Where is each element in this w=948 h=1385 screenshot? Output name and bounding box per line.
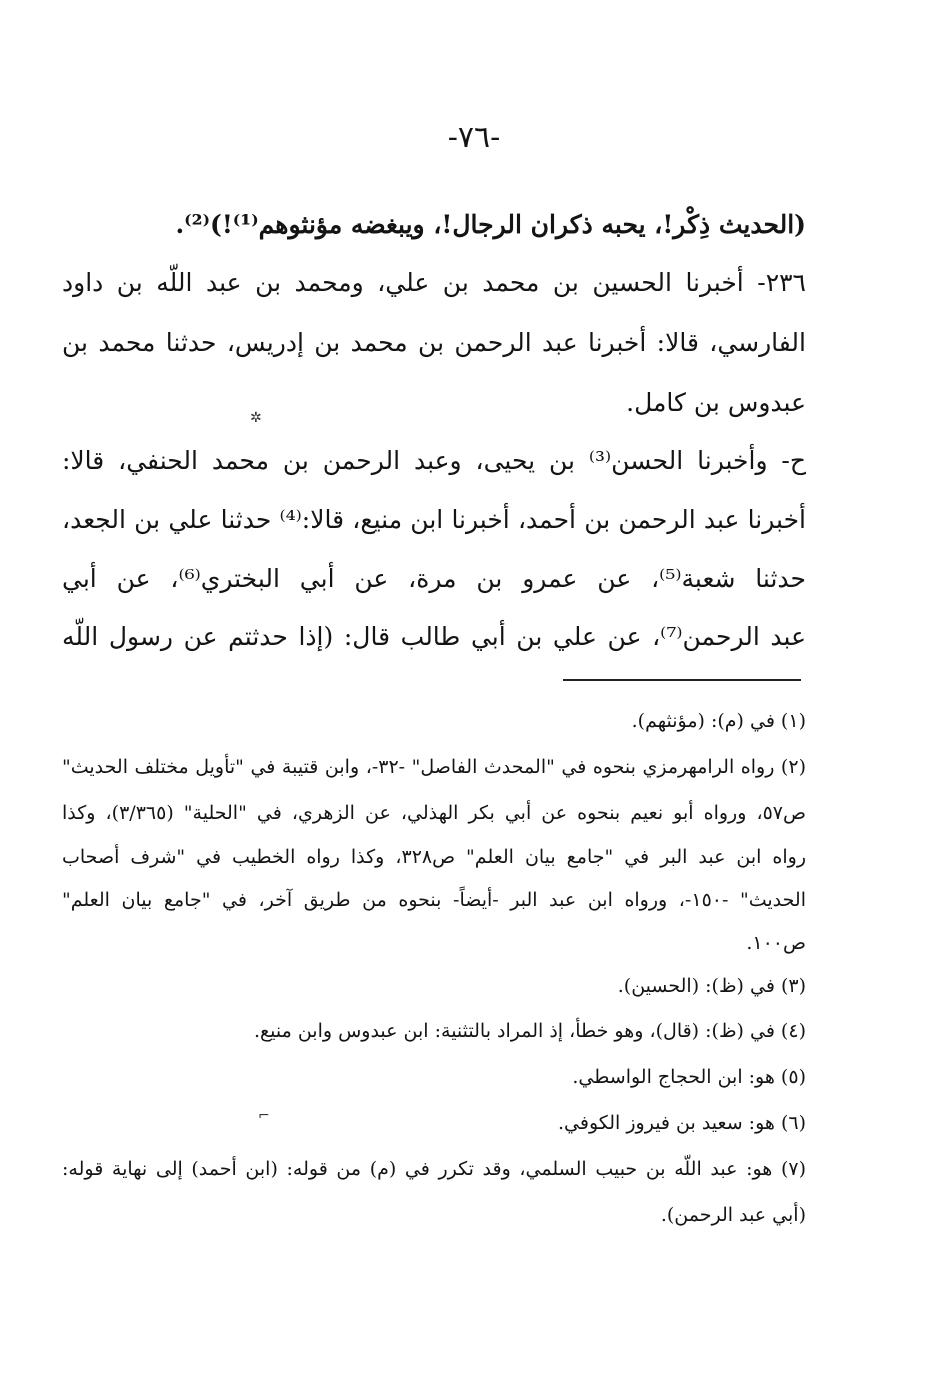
main-line-2: ٢٣٦- أخبرنا الحسين بن محمد بن علي، ومحمد بن عبد اللّه بن داود bbox=[62, 268, 806, 297]
main-line-4: عبدوس بن كامل. bbox=[626, 388, 806, 417]
footnote-line-7: (٣) في (ظ): (الحسين). bbox=[617, 975, 806, 997]
footnote-line-10: (٦) هو: سعيد بن فيروز الكوفي. bbox=[557, 1112, 806, 1134]
footnote-separator bbox=[563, 679, 801, 681]
scan-speck: ✲ bbox=[250, 410, 262, 426]
page-number: -٧٦- bbox=[447, 120, 501, 155]
main-line-5: ح- وأخبرنا الحسن⁽³⁾ بن يحيى، وعبد الرحمن بن محمد الحنفي، قالا: bbox=[62, 446, 807, 475]
footnote-line-4: رواه ابن عبد البر في "جامع بيان العلم" ص٣٢٨، وكذا رواه الخطيب في "شرف أصحاب bbox=[62, 846, 806, 868]
footnote-line-12: (أبي عبد الرحمن). bbox=[660, 1204, 806, 1226]
footnote-line-9: (٥) هو: ابن الحجاج الواسطي. bbox=[572, 1066, 806, 1088]
footnote-line-5: الحديث" -١٥٠-، ورواه ابن عبد البر -أيضاً- بنحوه من طريق آخر، في "جامع بيان العلم" bbox=[62, 889, 806, 911]
footnote-line-6: ص١٠٠. bbox=[746, 932, 806, 954]
main-line-6: أخبرنا عبد الرحمن بن أحمد، أخبرنا ابن منيع، قالا:⁽⁴⁾ حدثنا علي بن الجعد، bbox=[62, 505, 806, 534]
main-line-8: عبد الرحمن⁽⁷⁾، عن علي بن أبي طالب قال: (إذا حدثتم عن رسول اللّه bbox=[62, 622, 806, 651]
main-line-3: الفارسي، قالا: أخبرنا عبد الرحمن بن محمد بن إدريس، حدثنا محمد بن bbox=[62, 328, 806, 357]
main-line-7: حدثنا شعبة⁽⁵⁾، عن عمرو بن مرة، عن أبي البختري⁽⁶⁾، عن أبي bbox=[62, 564, 807, 593]
footnote-line-1: (١) في (م): (مؤنثهم). bbox=[631, 710, 806, 732]
footnote-line-2: (٢) رواه الرامهرمزي بنحوه في "المحدث الفاصل" -٣٢-، وابن قتيبة في "تأويل مختلف الحديث" bbox=[62, 756, 806, 778]
scan-speck: ⌐ bbox=[258, 1108, 270, 1124]
footnote-line-11: (٧) هو: عبد اللّه بن حبيب السلمي، وقد تكرر في (م) من قوله: (ابن أحمد) إلى نهاية قوله: bbox=[62, 1158, 806, 1180]
footnote-line-8: (٤) في (ظ): (قال)، وهو خطأ، إذ المراد بالتثنية: ابن عبدوس وابن منيع. bbox=[254, 1020, 806, 1042]
footnote-line-3: ص٥٧، ورواه أبو نعيم بنحوه عن أبي بكر الهذلي، عن الزهري، في "الحلية" (٣/٣٦٥)، وكذا bbox=[62, 802, 806, 824]
main-line-1: (الحديث ذِكْر!، يحبه ذكران الرجال!، ويبغضه مؤنثوهم⁽¹⁾!)⁽²⁾. bbox=[175, 210, 806, 239]
